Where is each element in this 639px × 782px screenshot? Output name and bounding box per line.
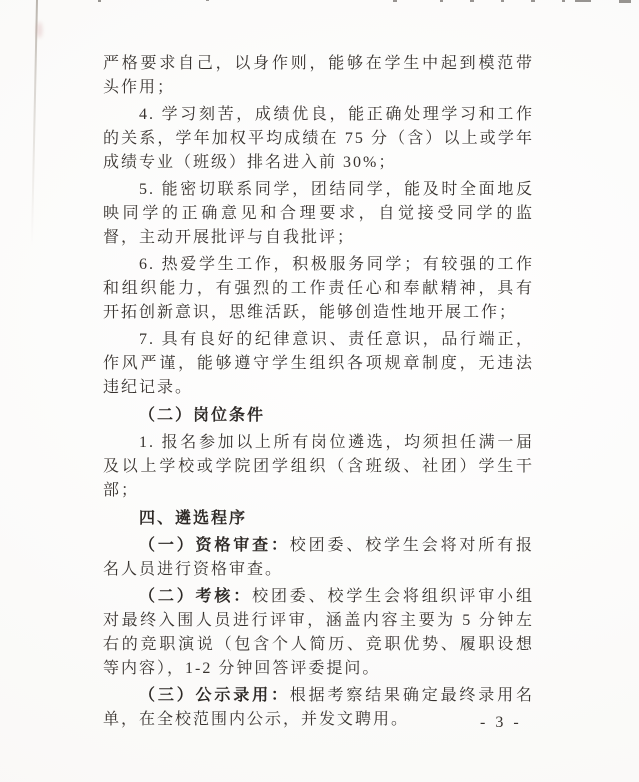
scan-artifact bbox=[206, 0, 209, 1]
paragraph-text: 校团委、校学生会将对所有报名人员进行资格审查。 bbox=[103, 537, 534, 578]
paragraph-text: 1. 报名参加以上所有岗位遴选，均须担任满一届及以上学校或学院团学组织（含班级、社团）学生干部； bbox=[103, 434, 534, 499]
paragraph-text: 5. 能密切联系同学，团结同学，能及时全面地反映同学的正确意见和合理要求，自觉接受同学的监督，主动开展批评与自我批评； bbox=[103, 181, 534, 246]
scan-artifact bbox=[531, 0, 535, 2]
paragraph-text: 7. 具有良好的纪律意识、责任意识，品行端正，作风严谨，能够遵守学生组织各项规章制度，无违法违纪记录。 bbox=[103, 331, 534, 396]
heading-text: （二）岗位条件 bbox=[139, 407, 266, 424]
scan-edge-artifacts bbox=[0, 0, 639, 4]
paragraph-item-5 bbox=[103, 178, 534, 250]
page-number: - 3 - bbox=[480, 714, 522, 731]
paragraph-text: 根据考察结果确定最终录用名单，在全校范围内公示，并发文聘用。 bbox=[103, 687, 534, 728]
paragraph-text: 6. 热爱学生工作，积极服务同学；有较强的工作和组织能力，有强烈的工作责任心和奉献精神，具有开拓创新意识，思维活跃，能够创造性地开展工作； bbox=[103, 256, 534, 321]
paragraph-item-1 bbox=[103, 431, 534, 503]
page-crease-smudge bbox=[37, 22, 42, 38]
paragraph-text: 校团委、校学生会将组织评审小组对最终入围人员进行评审，涵盖内容主要为 5 分钟左右的竞职演说（包含个人简历、竞职优势、履职设想等内容），1-2 分钟回答评委提问。 bbox=[103, 588, 534, 677]
paragraph-lead: （三）公示录用： bbox=[139, 687, 290, 704]
scan-artifact bbox=[619, 0, 631, 3]
paragraph-assessment bbox=[103, 585, 534, 681]
paragraph-item-7 bbox=[103, 328, 534, 400]
paragraph-continuation bbox=[103, 52, 534, 100]
heading-post-conditions bbox=[103, 404, 534, 428]
scan-artifact bbox=[501, 0, 504, 2]
paragraph-item-6 bbox=[103, 253, 534, 325]
document-body bbox=[103, 52, 534, 732]
paragraph-text: 4. 学习刻苦，成绩优良，能正确处理学习和工作的关系，学年加权平均成绩在 75 分（含）以上或学年成绩专业（班级）排名进入前 30%； bbox=[103, 106, 534, 171]
scan-artifact bbox=[98, 0, 101, 2]
scan-artifact bbox=[562, 0, 565, 2]
heading-selection-procedure bbox=[103, 507, 534, 531]
scan-artifact bbox=[470, 0, 474, 2]
paragraph-publicity-employment bbox=[103, 684, 534, 732]
page-crease-line bbox=[31, 0, 38, 245]
scan-artifact bbox=[393, 0, 397, 2]
scan-artifact bbox=[575, 0, 591, 2]
paragraph-lead: （二）考核： bbox=[139, 588, 253, 605]
paragraph-text: 严格要求自己，以身作则，能够在学生中起到模范带头作用； bbox=[103, 55, 534, 96]
scan-artifact bbox=[440, 0, 443, 2]
paragraph-qualification-review bbox=[103, 534, 534, 582]
heading-text: 四、遴选程序 bbox=[139, 510, 248, 527]
paragraph-lead: （一）资格审查： bbox=[139, 537, 290, 554]
paragraph-item-4 bbox=[103, 103, 534, 175]
